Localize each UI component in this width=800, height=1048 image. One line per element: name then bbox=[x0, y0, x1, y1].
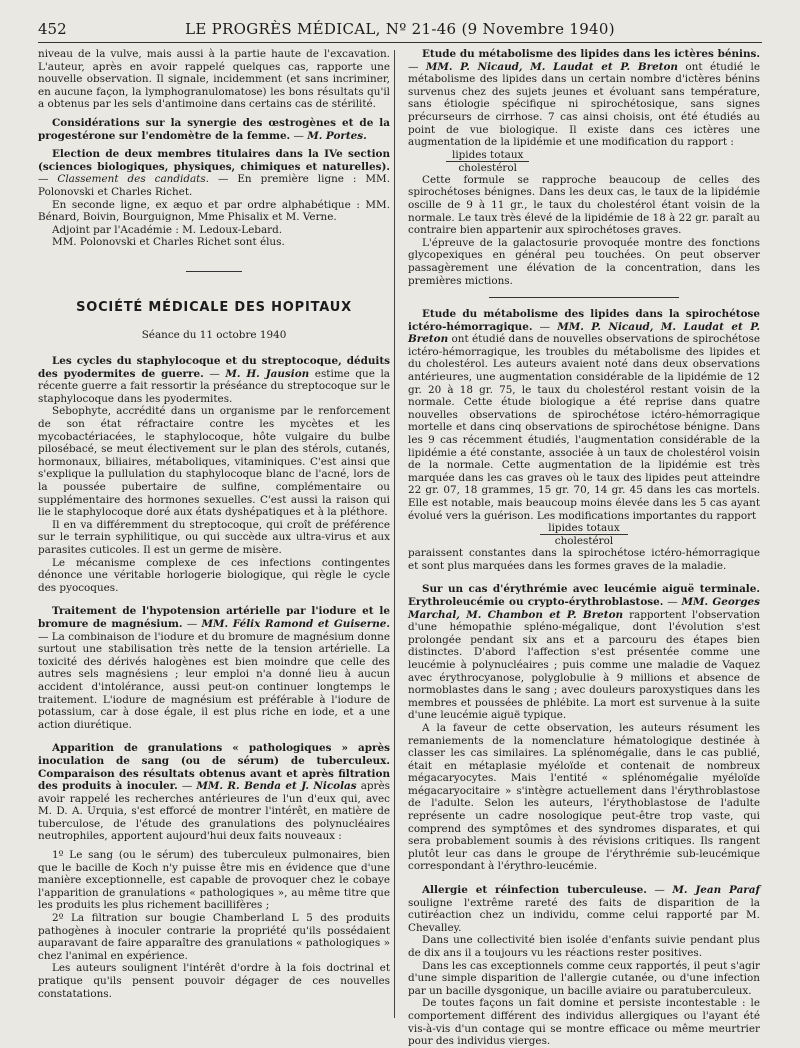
list-item: 1º Le sang (ou le sérum) des tuberculeux pulmonaires, bien que le bacille de Koch n'y puisse être mis en évidence que d'une manière exceptionnelle, est capable de provoquer chez le cobaye l'apparition de granulations « pathologiques », au même titre que les produits les plus richement bacillifères ; bbox=[38, 849, 390, 912]
paragraph: De toutes façons un fait domine et persiste incontestable : le comportement différent des individus allergiques ou l'ayant été vis-à-vis d'un contage qui se montre efficace ou même meurtrier pour des individus vierges. bbox=[408, 997, 760, 1048]
paragraph: Dans les cas exceptionnels comme ceux rapportés, il peut s'agir d'une simple disparition de l'allergie cutanée, ou d'une infection par un bacille dysgonique, un bacille aviaire ou paratuberculeux. bbox=[408, 959, 760, 997]
article-author: MM. R. Benda et J. Nicolas bbox=[196, 780, 357, 793]
page-number: 452 bbox=[38, 20, 67, 38]
article-cycles: Les cycles du staphylocoque et du streptocoque, déduits des pyodermites de guerre. — M. H. Jausion estime que la récente guerre a fait ressortir la préséance du streptocoque sur le staphylocoque dans les pyodermites. bbox=[38, 355, 390, 405]
article-title: Traitement de l'hypotension artérielle par l'iodure et le bromure de magnésium. bbox=[38, 605, 390, 630]
column-divider bbox=[394, 50, 395, 1018]
article-consid: Considérations sur la synergie des œstrogènes et de la progestérone sur l'endomètre de la femme. — M. Portes. bbox=[38, 116, 390, 142]
paragraph: paraissent constantes dans la spirochétose ictéro-hémorragique et sont plus marquées dans les formes graves de la maladie. bbox=[408, 547, 760, 572]
paragraph: Le mécanisme complexe de ces infections contingentes dénonce une véritable horlogerie biologique, qui règle le cycle des pyocoques. bbox=[38, 556, 390, 594]
paragraph: MM. Polonovski et Charles Richet sont élus. bbox=[52, 236, 285, 249]
section-heading: SOCIÉTÉ MÉDICALE DES HOPITAUX bbox=[76, 299, 352, 315]
article-author: M. H. Jausion bbox=[225, 367, 310, 380]
page-header bbox=[38, 18, 762, 43]
paragraph: niveau de la vulve, mais aussi à la partie haute de l'excavation. L'auteur, après en avoir rappelé quelques cas, rapporte une nouvelle observation. Il signale, incidemment (et sans incriminer, en aucune façon, la lymphogranulomatose) les bons résultats qu'il a obtenus par les sels d'antimoine dans certains cas de stérilité. bbox=[38, 48, 390, 111]
article-title: Les cycles du staphylocoque et du streptocoque, déduits des pyodermites de guerre. bbox=[38, 355, 390, 380]
ratio-formula bbox=[408, 149, 760, 174]
paragraph: Dans une collectivité bien isolée d'enfants suivie pendant plus de dix ans il a toujours vu les réactions rester positives. bbox=[408, 934, 760, 959]
section-separator bbox=[489, 297, 679, 298]
paragraph: L'épreuve de la galactosurie provoquée montre des fonctions glycopexiques en général peu touchées. On peut observer passagèrement une élévation de la concentration, dans les premières mictions. bbox=[408, 236, 760, 287]
article-title: Allergie et réinfection tuberculeuse. bbox=[422, 884, 647, 897]
article-hypo: Traitement de l'hypotension artérielle par l'iodure et le bromure de magnésium. — MM. Félix Ramond et Guiserne. — La combinaison de l'iodure et du bromure de magnésium donne surtout une stabilisation très nette de la tension artérielle. La toxicité des dérivés halogènes est bien moindre que celle des autres sels magnésiens ; leur emploi n'a donné lieu à aucun accident d'intolérance, aussi peut-on continuer longtemps le traitement. L'iodure de magnésium est préférable à l'iodure de potassium, car à dose égale, il est plus riche en iode, et a une action diurétique. bbox=[38, 605, 390, 731]
section-separator bbox=[186, 271, 242, 272]
list-item: 2º La filtration sur bougie Chamberland L 5 des produits pathogènes à inoculer contrarie la propriété qu'ils possédaient auparavant de faire apparaître des granulations « pathologiques » chez l'animal en expérience. bbox=[38, 912, 390, 962]
article-election: Election de deux membres titulaires dans la IVe section (sciences biologiques, physiques, chimiques et naturelles). — Classement des candidats. — En première ligne : MM. Polonovski et Charles Richet. bbox=[38, 148, 390, 198]
ratio-denominator: cholestérol bbox=[554, 535, 614, 548]
session-date: Séance du 11 octobre 1940 bbox=[141, 328, 287, 341]
article-author: MM. P. Nicaud, M. Laudat et P. Breton bbox=[408, 320, 761, 346]
article-author: MM. P. Nicaud, M. Laudat et P. Breton bbox=[425, 60, 678, 73]
article-allergie: Allergie et réinfection tuberculeuse. — M. Jean Paraf souligne l'extrême rareté des faits de disparition de la cutiréaction chez un individu, comme celui rapporté par M. Chevalley. bbox=[408, 884, 760, 934]
article-etude2: Etude du métabolisme des lipides dans la spirochétose ictéro-hémorragique. — MM. P. Nicaud, M. Laudat et P. Breton ont étudié dans de nouvelles observations de spirochétose ictéro-hémorragique, les troubles du métabolisme des lipides et du cholestérol. Les auteurs avaient noté dans deux observations antérieures, une augmentation considérable de la lipidémie de 12 gr. 20 à 18 gr. 75, le taux du cholestérol restant voisin de la normale. Cette étude biologique a été reprise dans quatre nouvelles observations de spirochétose ictéro-hémorragique mortelle et dans cinq observations de spirochétose bénigne. Dans les 9 cas récemment étudiés, l'augmentation considérable de la lipidémie a été constante, associée à un taux de cholestérol voisin de la normale. Cette augmentation de la lipidémie est très marquée dans les cas graves où le taux des lipides peut atteindre 22 gr. 07, 18 grammes, 15 gr. 70, 14 gr. 45 dans les cas mortels. Elle est notable, mais beaucoup moins élevée dans les 5 cas ayant évolué vers la guérison. Les modifications importantes du rapport bbox=[408, 308, 761, 522]
article-erythremie: Sur un cas d'érythrémie avec leucémie aiguë terminale. Erythroleucémie ou crypto-érythroblastose. — MM. Georges Marchal, M. Chambon et P. Breton rapportent l'observation d'une hémopathie spléno-mégalique, dont l'évolution s'est prolongée pendant six ans et a parcouru des étapes bien distinctes. D'abord l'affection s'est présentée comme une leucémie à polynucléaires ; puis comme une maladie de Vaquez avec érythrocyanose, polyglobulie à 9 millions et absence de normoblastes dans le sang ; avec douleurs paroxystiques dans les membres et poussées de phlébite. La mort est survenue à la suite d'une leucémie aiguë typique. bbox=[408, 583, 760, 722]
article-title: Apparition de granulations « pathologiques » après inoculation de sang (ou de sérum) de tuberculeux. Comparaison des résultats obtenus avant et après filtration des produits à inoculer. bbox=[38, 742, 390, 793]
ratio-numerator: lipides totaux bbox=[446, 149, 529, 162]
article-author: MM. Félix Ramond et Guiserne. bbox=[201, 617, 390, 630]
paragraph: Cette formule se rapproche beaucoup de celles des spirochétoses bénignes. Dans les deux cas, le taux de la lipidémie oscille de 9 à 11 gr., le taux du cholestérol étant voisin de la normale. Le taux très élevé de la lipidémie de 18 à 22 gr. paraît au contraire bien appartenir aux spirochétoses graves. bbox=[408, 173, 760, 237]
paragraph: Adjoint par l'Académie : M. Ledoux-Lebard. bbox=[52, 223, 283, 236]
article-title: Considérations sur la synergie des œstrogènes et de la progestérone sur l'endomètre de la femme. bbox=[38, 116, 390, 142]
article-author: M. Portes. bbox=[307, 129, 367, 142]
paragraph: Il en va différemment du streptocoque, qui croît de préférence sur le terrain syphilitique, ou qui succède aux ultra-virus et aux parasites cuticoles. Il est un germe de misère. bbox=[38, 518, 390, 556]
article-title: Etude du métabolisme des lipides dans les ictères bénins. bbox=[422, 48, 760, 60]
left-column bbox=[38, 48, 390, 1020]
article-title: Etude du métabolisme des lipides dans la spirochétose ictéro-hémorragique. bbox=[408, 308, 760, 333]
paragraph: Sebophyte, accrédité dans un organisme par le renforcement de son état réfractaire contre les mycètes et les mycobactériacées, le staphylocoque, hôte vulgaire du bulbe pilosébacé, se meut électivement sur le plan des stérols, cutanés, hormonaux, biliaires, métaboliques, vitaminiques. C'est ainsi que s'explique la pullulation du staphylocoque blanc de l'acné, lors de la poussée pubertaire de sulfine, complémentaire ou supplémentaire des hormones sexuelles. C'est aussi la raison qui lie le staphylocoque doré aux états dyshépatiques et à la pléthore. bbox=[38, 405, 390, 519]
ratio-formula bbox=[408, 522, 760, 547]
paragraph: En seconde ligne, ex æquo et par ordre alphabétique : MM. Bénard, Boivin, Bourguignon, Mme Phisalix et M. Verne. bbox=[38, 198, 390, 224]
article-apparition: Apparition de granulations « pathologiques » après inoculation de sang (ou de sérum) de tuberculeux. Comparaison des résultats obtenus avant et après filtration des produits à inoculer. — MM. R. Benda et J. Nicolas après avoir rappelé les recherches antérieures de l'un d'eux qui, avec M. D. A. Urquia, s'est efforcé de montrer l'intérêt, en matière de tuberculose, de l'étude des granulations des polynucléaires neutrophiles, apportent aujourd'hui deux faits nouveaux : bbox=[38, 742, 390, 843]
paragraph: A la faveur de cette observation, les auteurs résument les remaniements de la nomenclature hématologique destinée à classer les cas similaires. La splénomégalie, dans le cas publié, était en métaplasie myéloïde et contenait de nombreux mégacaryocytes. Mais l'entité « splénomégalie myéloïde mégacaryocitaire » s'intègre actuellement dans l'érythroblastose de l'adulte. Selon les auteurs, l'érythoblastose de l'adulte représente un cadre nosologique peut-être trop vaste, qui comprend des symptômes et des syndromes disparates, et qui sera probablement soumis à des révisions critiques. Ils rangent plutôt leur cas dans le groupe de l'érythrémie sub-leucémique correspondant à l'érythro-leucémie. bbox=[408, 721, 760, 873]
journal-title: LE PROGRÈS MÉDICAL, Nº 21-46 (9 Novembre 1940) bbox=[185, 20, 615, 38]
article-author: M. Jean Paraf bbox=[672, 884, 760, 897]
article-author: MM. Georges Marchal, M. Chambon et P. Breton bbox=[408, 595, 760, 621]
paragraph: Les auteurs soulignent l'intérêt d'ordre à la fois doctrinal et pratique qu'ils pensent pouvoir dégager de ces nouvelles constatations. bbox=[38, 962, 390, 1000]
article-title: Election de deux membres titulaires dans la IVe section (sciences biologiques, physiques, chimiques et naturelles). bbox=[38, 148, 390, 173]
article-title: Sur un cas d'érythrémie avec leucémie aiguë terminale. Erythroleucémie ou crypto-érythroblastose. bbox=[408, 583, 760, 608]
ratio-denominator: cholestérol bbox=[458, 161, 517, 174]
article-etude1: Etude du métabolisme des lipides dans les ictères bénins. — MM. P. Nicaud, M. Laudat et P. Breton ont étudié le métabolisme des lipides dans un certain nombre d'ictères bénins survenus chez des sujets jeunes et évoluant sans température, sans étiologie spécifique ni spirochétosique, sans signes précurseurs de cirrhose. 7 cas ainsi choisis, ont été étudiés au point de vue biologique. Il existe dans ces ictères une augmentation de la lipidémie et une modification du rapport : bbox=[408, 48, 760, 149]
right-column bbox=[408, 48, 761, 1048]
ratio-numerator: lipides totaux bbox=[540, 522, 627, 535]
